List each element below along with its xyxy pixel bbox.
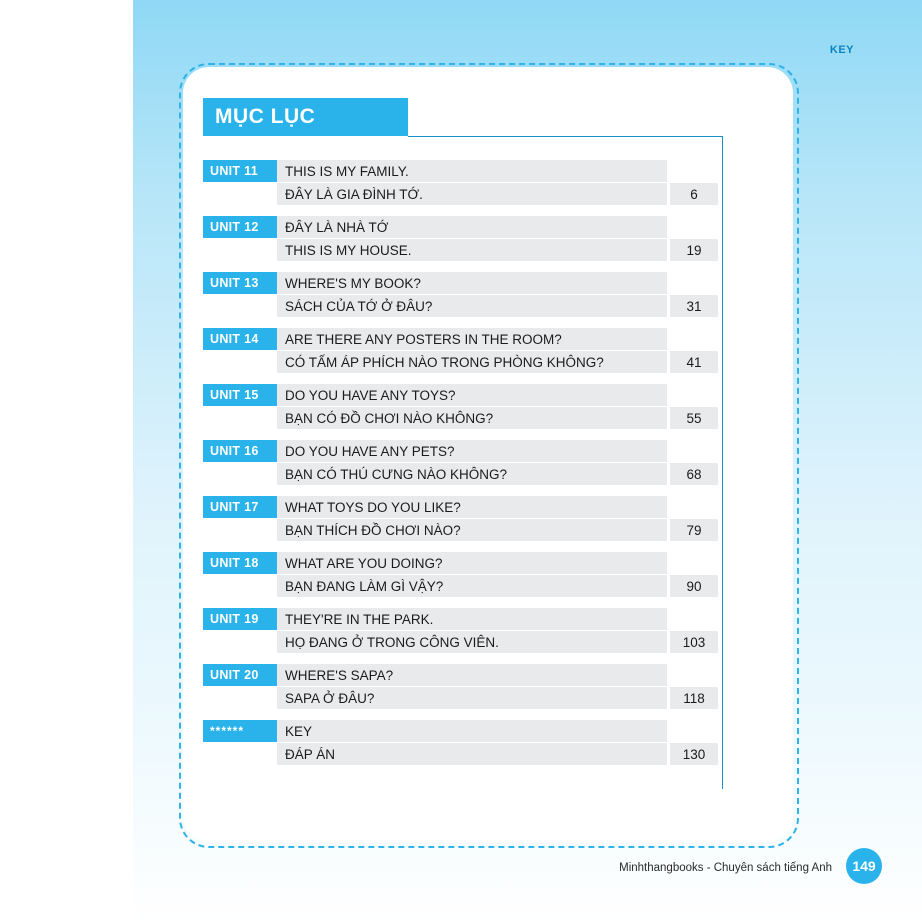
entry-title-en: WHAT TOYS DO YOU LIKE? xyxy=(277,496,667,518)
table-row[interactable] xyxy=(203,295,718,317)
unit-tag-spacer xyxy=(203,183,277,205)
unit-tag-stars: ****** xyxy=(203,720,277,742)
table-row[interactable] xyxy=(203,720,718,742)
table-row[interactable] xyxy=(203,608,718,630)
unit-tag-spacer xyxy=(203,351,277,373)
toc-entry xyxy=(203,664,718,709)
page-number-blank xyxy=(670,384,718,406)
entry-title-vi: CÓ TẤM ÁP PHÍCH NÀO TRONG PHÒNG KHÔNG? xyxy=(277,351,667,373)
page-number-blank xyxy=(670,440,718,462)
entry-title-en: DO YOU HAVE ANY PETS? xyxy=(277,440,667,462)
page-number: 68 xyxy=(670,463,718,485)
entry-title-en: ĐÂY LÀ NHÀ TỚ xyxy=(277,216,667,238)
page-number: 19 xyxy=(670,239,718,261)
page-number: 31 xyxy=(670,295,718,317)
table-row[interactable] xyxy=(203,216,718,238)
table-of-contents xyxy=(203,160,718,776)
title-rule-horizontal xyxy=(408,136,723,137)
table-row[interactable] xyxy=(203,440,718,462)
entry-title-vi: BẠN CÓ ĐỒ CHƠI NÀO KHÔNG? xyxy=(277,407,667,429)
entry-title-vi: ĐÁP ÁN xyxy=(277,743,667,765)
table-row[interactable] xyxy=(203,631,718,653)
unit-tag: UNIT 14 xyxy=(203,328,277,350)
entry-title-vi: BẠN THÍCH ĐỒ CHƠI NÀO? xyxy=(277,519,667,541)
entry-title-en: THEY'RE IN THE PARK. xyxy=(277,608,667,630)
table-row[interactable] xyxy=(203,384,718,406)
toc-entry xyxy=(203,440,718,485)
entry-title-en: WHERE'S MY BOOK? xyxy=(277,272,667,294)
unit-tag-spacer xyxy=(203,743,277,765)
unit-tag: UNIT 11 xyxy=(203,160,277,182)
toc-entry xyxy=(203,608,718,653)
unit-tag-spacer xyxy=(203,407,277,429)
toc-entry xyxy=(203,552,718,597)
entry-title-en: WHAT ARE YOU DOING? xyxy=(277,552,667,574)
page-number: 6 xyxy=(670,183,718,205)
key-header-label: KEY xyxy=(829,44,854,56)
table-row[interactable] xyxy=(203,575,718,597)
unit-tag: UNIT 19 xyxy=(203,608,277,630)
table-row[interactable] xyxy=(203,272,718,294)
toc-entry xyxy=(203,216,718,261)
page-number: 103 xyxy=(670,631,718,653)
toc-entry xyxy=(203,384,718,429)
entry-title-en: THIS IS MY FAMILY. xyxy=(277,160,667,182)
page-number: 41 xyxy=(670,351,718,373)
unit-tag-spacer xyxy=(203,463,277,485)
unit-tag: UNIT 18 xyxy=(203,552,277,574)
unit-tag-spacer xyxy=(203,575,277,597)
unit-tag-spacer xyxy=(203,631,277,653)
unit-tag: UNIT 16 xyxy=(203,440,277,462)
entry-title-vi: BẠN ĐANG LÀM GÌ VẬY? xyxy=(277,575,667,597)
table-row[interactable] xyxy=(203,407,718,429)
toc-entry xyxy=(203,160,718,205)
page-number-blank xyxy=(670,552,718,574)
entry-title-vi: BẠN CÓ THÚ CƯNG NÀO KHÔNG? xyxy=(277,463,667,485)
table-row[interactable] xyxy=(203,463,718,485)
entry-title-en: WHERE'S SAPA? xyxy=(277,664,667,686)
page-title: MỤC LỤC xyxy=(215,105,316,128)
page-number-blank xyxy=(670,496,718,518)
unit-tag: UNIT 13 xyxy=(203,272,277,294)
unit-tag: UNIT 17 xyxy=(203,496,277,518)
page-number-blank xyxy=(670,216,718,238)
page-number: 130 xyxy=(670,743,718,765)
table-row[interactable] xyxy=(203,687,718,709)
table-row[interactable] xyxy=(203,552,718,574)
table-row[interactable] xyxy=(203,328,718,350)
page-number-blank xyxy=(670,328,718,350)
title-rule-vertical xyxy=(722,136,723,789)
toc-entry-key xyxy=(203,720,718,765)
table-row[interactable] xyxy=(203,351,718,373)
page-number: 90 xyxy=(670,575,718,597)
entry-title-vi: THIS IS MY HOUSE. xyxy=(277,239,667,261)
unit-tag-spacer xyxy=(203,295,277,317)
page-number-blank xyxy=(670,160,718,182)
unit-tag: UNIT 15 xyxy=(203,384,277,406)
unit-tag-spacer xyxy=(203,519,277,541)
table-row[interactable] xyxy=(203,496,718,518)
entry-title-vi: ĐÂY LÀ GIA ĐÌNH TỚ. xyxy=(277,183,667,205)
table-row[interactable] xyxy=(203,183,718,205)
footer-credit: Minhthangbooks - Chuyên sách tiếng Anh xyxy=(619,862,832,874)
page-number-blank xyxy=(670,272,718,294)
page-background xyxy=(133,0,922,922)
page-number: 118 xyxy=(670,687,718,709)
toc-entry xyxy=(203,272,718,317)
page-number: 79 xyxy=(670,519,718,541)
unit-tag: UNIT 12 xyxy=(203,216,277,238)
entry-title-vi: SAPA Ở ĐÂU? xyxy=(277,687,667,709)
unit-tag: UNIT 20 xyxy=(203,664,277,686)
entry-title-en: ARE THERE ANY POSTERS IN THE ROOM? xyxy=(277,328,667,350)
table-row[interactable] xyxy=(203,160,718,182)
page-title-bar xyxy=(203,98,408,136)
page-number-badge: 149 xyxy=(846,848,882,884)
entry-title-en: DO YOU HAVE ANY TOYS? xyxy=(277,384,667,406)
page-number-blank xyxy=(670,608,718,630)
page-number-blank xyxy=(670,720,718,742)
entry-title-vi: SÁCH CỦA TỚ Ở ĐÂU? xyxy=(277,295,667,317)
toc-entry xyxy=(203,328,718,373)
table-row[interactable] xyxy=(203,519,718,541)
table-row[interactable] xyxy=(203,239,718,261)
table-row[interactable] xyxy=(203,743,718,765)
table-row[interactable] xyxy=(203,664,718,686)
unit-tag-spacer xyxy=(203,239,277,261)
entry-title-en: KEY xyxy=(277,720,667,742)
unit-tag-spacer xyxy=(203,687,277,709)
toc-entry xyxy=(203,496,718,541)
page-number-blank xyxy=(670,664,718,686)
entry-title-vi: HỌ ĐANG Ở TRONG CÔNG VIÊN. xyxy=(277,631,667,653)
page-number: 55 xyxy=(670,407,718,429)
